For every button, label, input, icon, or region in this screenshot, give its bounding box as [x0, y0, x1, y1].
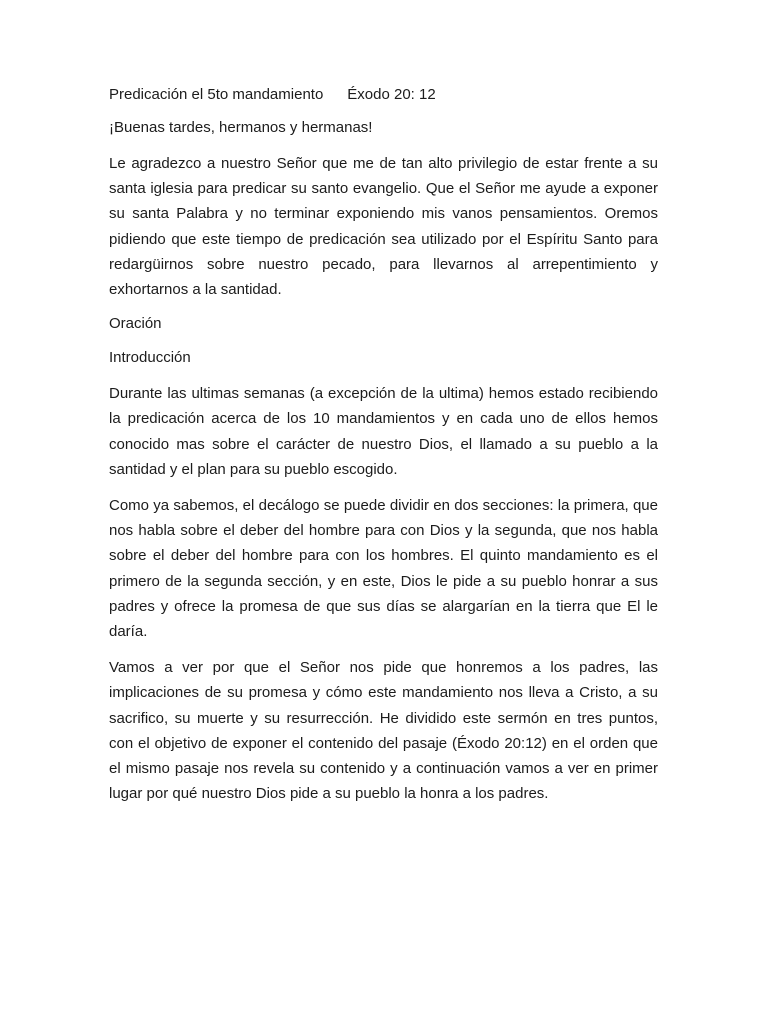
greeting: ¡Buenas tardes, hermanos y hermanas! — [109, 119, 373, 136]
body-paragraph-2: Como ya sabemos, el decálogo se puede dividir en dos secciones: la primera, que nos habla sobre el deber del hombre para con Dios y la segunda, que nos habla sobre el deber del hombre para con los hombres. El quinto mandamiento es el primero de la segunda sección, y en este, Dios le pide a su pueblo honrar a sus padres y ofrece la promesa de que sus días se alargarían en la tierra que El le daría. — [109, 497, 658, 641]
document-title: Predicación el 5to mandamiento — [109, 86, 324, 103]
document-page — [109, 84, 658, 817]
scripture-reference: Éxodo 20: 12 — [347, 86, 436, 103]
intro-paragraph: Le agradezco a nuestro Señor que me de tan alto privilegio de estar frente a su santa iglesia para predicar su santo evangelio. Que el Señor me ayude a exponer su santa Palabra y no terminar exponiendo mis vanos pensamientos. Oremos pidiendo que este tiempo de predicación sea utilizado por el Espíritu Santo para redargüirnos sobre nuestro pecado, para llevarnos al arrepentimiento y exhortarnos a la santidad. — [109, 155, 658, 299]
document-header — [109, 84, 658, 106]
section-heading-prayer: Oración — [109, 315, 162, 333]
body-paragraph-3: Vamos a ver por que el Señor nos pide que honremos a los padres, las implicaciones de su promesa y cómo este mandamiento nos lleva a Cristo, a su sacrifico, su muerte y su resurrección. He dividido este sermón en tres puntos, con el objetivo de exponer el contenido del pasaje (Éxodo 20:12) en el orden que el mismo pasaje nos revela su contenido y a continuación vamos a ver en primer lugar por qué nuestro Dios pide a su pueblo la honra a los padres. — [109, 659, 658, 803]
body-paragraph-1: Durante las ultimas semanas (a excepción de la ultima) hemos estado recibiendo la predicación acerca de los 10 mandamientos y en cada uno de ellos hemos conocido mas sobre el carácter de nuestro Dios, el llamado a su pueblo a la santidad y el plan para su pueblo escogido. — [109, 385, 658, 478]
section-heading-introduction: Introducción — [109, 349, 191, 367]
